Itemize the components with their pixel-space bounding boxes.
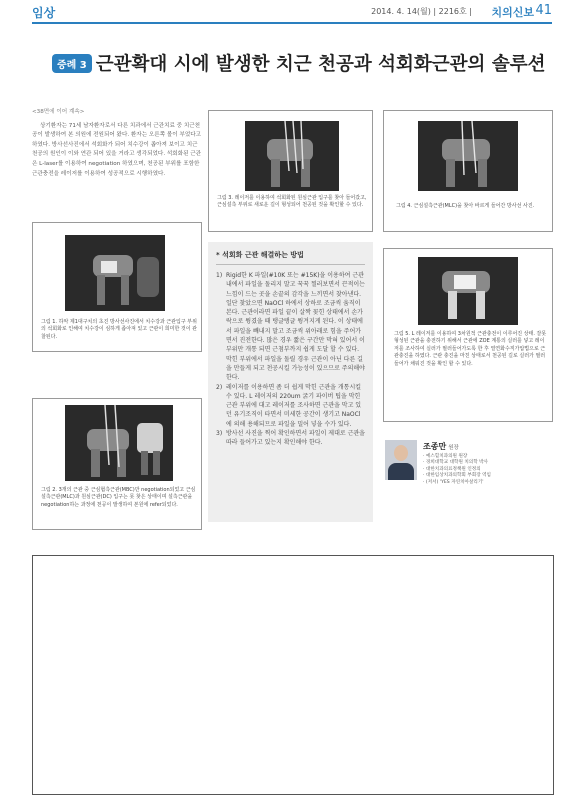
author-name-line <box>423 441 459 452</box>
method-box <box>208 242 373 522</box>
method-item <box>216 271 365 383</box>
method-item-text: 방사선 사진을 찍어 확인하면서 파일이 제대로 근관을 따라 들어가고 있는지 확인해야 한다. <box>226 430 365 447</box>
article-title <box>52 50 545 76</box>
intro-body: 상기환자는 71세 남자환자로서 다른 치과에서 근관치료 중 치근천공이 발생하여 본 의원에 전원되어 왔다. 환자는 오른쪽 볼이 부었다고 하였다. 방사선사진에서 석회화가 되어 치수강이 좁아져 보이고 치근 천공의 원인이 이와 연관 되어 있을 거라고 생각되었다. 석회화된 근관은 L-laser를 이용하여 negotiation 하였으며, 천공된 부위를 포함한 근관충전을 레이저를 이용하여 성공적으로 시행하였다. <box>32 122 202 177</box>
credential-item: · 대한임상치과의학회 부회장 역임 <box>423 473 491 479</box>
xray-image <box>418 121 518 191</box>
author-photo <box>385 440 417 480</box>
figure-3 <box>208 110 373 232</box>
author-credentials <box>423 454 491 486</box>
figure-5-caption: 그림 5. L 레이저를 이용하여 3차원적 근관충전이 이루어진 상태. 잘못 형성된 근관을 충전하기 위해서 근관에 ZOE 계통의 실러를 넣고 레이저를 조사하여 실러가 필러들어가도록 한 후 열연화수직가압법으로 근관충진을 하였다. 근관 충진을 마친 상태로서 천공된 길로 실러가 필러들어가 채워진 것을 확인 할 수 있다. <box>394 331 547 367</box>
section-label: 임상 <box>32 6 56 20</box>
credential-item: · 경희대학교 대학원 치의학 박사 <box>423 460 488 466</box>
figure-2 <box>32 398 202 530</box>
figure-1 <box>32 222 202 352</box>
figure-4-caption: 그림 4. 근심설측근관(MLC)을 찾아 바르게 들어간 방사선 사진. <box>396 203 535 209</box>
credential-item: · 예스힐치과의원 원장 <box>423 454 468 459</box>
method-heading: * 석회화 근관 해결하는 방법 <box>216 250 365 265</box>
method-item-number: 3) <box>216 430 223 438</box>
xray-image <box>65 235 165 311</box>
issue-date: 2014. 4. 14(월) | 2216호 | <box>371 7 472 16</box>
xray-image <box>245 121 339 191</box>
method-item-text: 레이저를 이용하면 좀 더 쉽게 막힌 근관을 개통시킬 수 있다. L 레이저의 220um 굵기 파이버 팁을 막힌 근관 부위에 대고 레이저를 조사하면 근관을 막고 있던 유기조직이 타면서 미세한 공간이 생기고 NaOCl에 의해 용해되므로 파일을 밀어 넣을 수가 있다. <box>226 383 362 428</box>
xray-image <box>418 257 518 325</box>
author-name: 조종만 <box>423 442 447 451</box>
method-item-number: 1) <box>216 272 223 279</box>
figure-5 <box>383 248 553 422</box>
figure-4 <box>383 110 553 232</box>
author-role: 원장 <box>448 445 459 451</box>
page-number: 41 <box>535 3 552 18</box>
author-block <box>385 432 555 522</box>
xray-image <box>65 405 173 481</box>
intro-text <box>32 108 202 179</box>
credential-item: · 대한치과의료정책원 인정의 <box>423 466 481 472</box>
tooth-xray-icon <box>65 235 165 311</box>
face-icon <box>394 445 408 461</box>
figure-3-caption: 그림 3. 레이저를 이용하여 석회화된 원심근관 입구를 찾아 들어갔고, 근심설측 부위로 새로운 길이 형성되어 천공된 것을 확인할 수 있다. <box>217 195 367 209</box>
method-item-number: 2) <box>216 383 223 391</box>
tooth-xray-icon <box>418 257 518 325</box>
case-badge: 증례 3 <box>52 54 92 73</box>
advertisement-frame <box>32 555 554 795</box>
suit-icon <box>388 463 414 480</box>
page-header <box>32 4 552 20</box>
method-item <box>216 383 365 429</box>
method-item <box>216 429 365 448</box>
figure-1-caption: 그림 1. 하악 제1대구치의 초진 방사선사진에서 치수강과 근관입구 부위의 석회화로 인해여 치수강이 심하게 좁아져 있고 근관이 희미한 것이 관찰된다. <box>41 319 197 340</box>
newspaper-name: 치의신보 <box>491 6 534 19</box>
method-list <box>216 271 365 448</box>
figure-2-caption: 그림 2. 3개의 근관 중 근심협측근관(MBC)만 negotiation되었고 근심설측근관(MLC)과 원심근관(DC) 입구는 못 찾은 상태이며 설측근관을 negotiation하는 과정에 천공이 발생하여 본원에 refer되었다. <box>41 487 196 508</box>
credential-item: · (저서) 'YES 자연치아살리기' <box>423 479 484 485</box>
tooth-xray-icon <box>418 121 518 191</box>
header-rule <box>32 22 552 24</box>
tooth-xray-icon <box>65 405 173 481</box>
continued-note: <38면에 이어 계속> <box>32 109 85 115</box>
title-text: 근관확대 시에 발생한 치근 천공과 석회화근관의 솔루션 <box>95 54 546 75</box>
tooth-xray-icon <box>245 121 339 191</box>
method-item-text: Rigid한 K 파일(#10K 또는 #15K)을 이용하여 근관내에서 파일을 돌리지 말고 꾹꾹 찔러보면서 끈적이는 느낌이 드는 곳을 손끝의 감각을 느끼면서 찾아낸다. 일단 찾았으면 NaOCl 하에서 상하로 조금씩 움직이본다. 근관이라면 파일 끝이 살짝 꽂힌 상태에서 손가락으로 튕겼을 때 탱글탱글 튕겨지게 된다. 이 상태에서 파일을 빼내지 말고 조금씩 위아래로 힘을 주어가면서 진전한다. 많은 경우 짧은 구간만 막혀 있어서 이 부위만 개통 되면 근첨부까지 쉽게 도달 할 수 있다. 막힌 부위에서 파일을 돌릴 경우 근관이 아닌 다른 길을 만들게 되고 천공시킬 가능성이 있으므로 주의해야 한다. <box>226 272 365 382</box>
